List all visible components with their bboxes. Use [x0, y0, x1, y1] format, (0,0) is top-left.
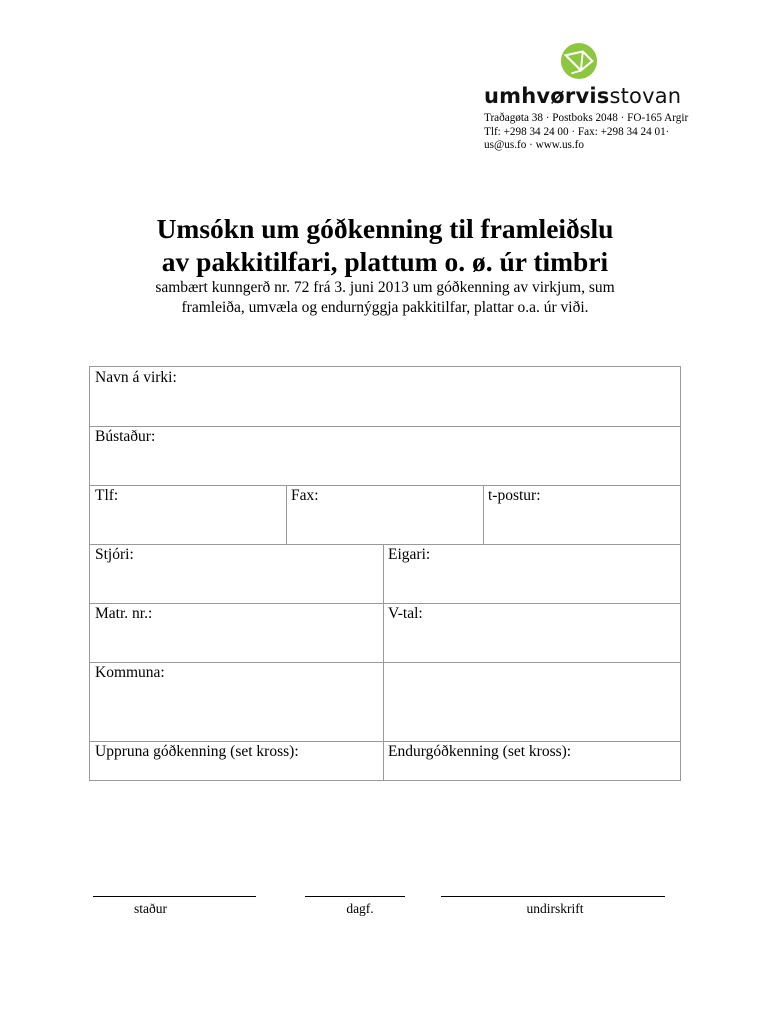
registry-number-label: Matr. nr.:: [95, 605, 153, 622]
email-field[interactable]: [483, 485, 680, 544]
date-signature-line[interactable]: [305, 896, 405, 897]
logo-text-light: stovan: [609, 84, 682, 108]
address-block: [484, 112, 744, 153]
original-approval-checkbox-field[interactable]: [90, 741, 383, 780]
address-label: Bústaður:: [95, 428, 156, 445]
manager-label: Stjóri:: [95, 546, 134, 563]
document-title: [0, 212, 770, 278]
manager-field[interactable]: [90, 544, 383, 603]
globe-leaf-icon: [560, 42, 598, 80]
title-line: av pakkitilfari, plattum o. ø. úr timbri: [161, 246, 609, 277]
place-signature-line[interactable]: [93, 896, 256, 897]
vat-number-label: V-tal:: [388, 605, 423, 622]
address-line: Traðagøta 38 · Postboks 2048 · FO-165 Argir: [484, 112, 689, 124]
title-line: Umsókn um góðkenning til framleiðslu: [156, 213, 614, 244]
reapproval-checkbox-field[interactable]: [383, 741, 680, 780]
phone-field[interactable]: [90, 485, 286, 544]
company-name-label: Navn á virki:: [95, 369, 177, 386]
signature-line[interactable]: [441, 896, 665, 897]
reapproval-label: Endurgóðkenning (set kross):: [388, 743, 572, 760]
blank-field[interactable]: [383, 662, 680, 741]
municipality-field[interactable]: [90, 662, 383, 741]
logo-wordmark: [484, 84, 681, 108]
date-label: dagf.: [346, 901, 374, 916]
owner-field[interactable]: [383, 544, 680, 603]
address-field[interactable]: [90, 426, 680, 485]
logo: [484, 42, 684, 112]
contact-line: us@us.fo · www.us.fo: [484, 139, 585, 151]
company-name-field[interactable]: [90, 367, 680, 426]
registry-number-field[interactable]: [90, 603, 383, 662]
phone-line: Tlf: +298 34 24 00 · Fax: +298 34 24 01·: [484, 125, 670, 138]
owner-label: Eigari:: [388, 546, 431, 563]
logo-text-bold: umhvørvis: [484, 84, 610, 108]
subtitle-line: sambært kunngerð nr. 72 frá 3. juni 2013 um góðkenning av virkjum, sum: [155, 279, 615, 296]
phone-label: Tlf:: [95, 487, 119, 504]
document-subtitle: [0, 278, 770, 318]
fax-field[interactable]: [286, 485, 483, 544]
place-label: staður: [134, 901, 167, 916]
application-form: [89, 366, 681, 781]
original-approval-label: Uppruna góðkenning (set kross):: [95, 743, 299, 760]
vat-number-field[interactable]: [383, 603, 680, 662]
subtitle-line: framleiða, umvæla og endurnýggja pakkitilfar, plattar o.a. úr viði.: [181, 299, 589, 316]
email-label: t-postur:: [488, 487, 541, 504]
municipality-label: Kommuna:: [95, 664, 165, 681]
fax-label: Fax:: [291, 487, 319, 504]
signature-label: undirskrift: [526, 901, 584, 916]
